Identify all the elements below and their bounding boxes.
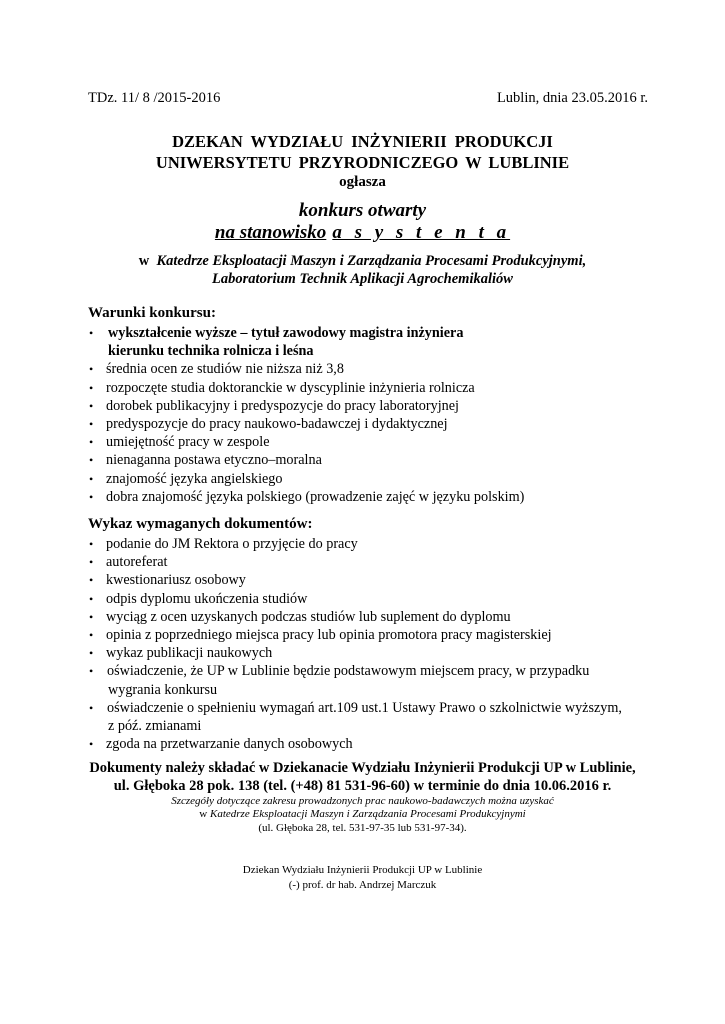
list-item: • podanie do JM Rektora o przyjęcie do pracy bbox=[88, 535, 668, 553]
unit-prefix: w bbox=[138, 253, 150, 269]
list-item: • umiejętność pracy w zespole bbox=[88, 433, 668, 451]
requirements-line1: • oświadczenie o spełnieniu wymagań art.109 ust.1 Ustawy Prawo o szkolnictwie wyższym, bbox=[107, 699, 622, 716]
list-item: • odpis dyplomu ukończenia studiów bbox=[88, 590, 668, 608]
details-address: (ul. Głęboka 28, tel. 531-97-35 lub 531-97-34). bbox=[258, 822, 467, 834]
list-item: • dobra znajomość języka polskiego (prowadzenie zajęć w języku polskim) bbox=[88, 488, 668, 506]
title-line-1: DZEKAN WYDZIAŁU INŻYNIERII PRODUKCJI bbox=[172, 132, 553, 151]
requirements-line2: z póź. zmianami bbox=[108, 718, 202, 735]
signature-name: (-) prof. dr hab. Andrzej Marczuk bbox=[288, 879, 437, 891]
details-line-2 bbox=[0, 808, 725, 820]
list-item: • wykaz publikacji naukowych bbox=[88, 644, 668, 662]
announces-text: ogłasza bbox=[339, 174, 386, 190]
unit-department bbox=[0, 253, 725, 270]
signature-role: Dziekan Wydziału Inżynierii Produkcji UP w Lublinie bbox=[242, 864, 483, 876]
place-date: Lublin, dnia 23.05.2016 r. bbox=[496, 90, 648, 106]
list-item: • predyspozycje do pracy naukowo-badawczej i dydaktycznej bbox=[88, 415, 668, 433]
list-item: • zgoda na przetwarzanie danych osobowych bbox=[88, 735, 668, 753]
list-item bbox=[88, 699, 668, 735]
list-item: • wyciąg z ocen uzyskanych podczas studiów lub suplement do dyplomu bbox=[88, 608, 668, 626]
position-prefix: na stanowisko bbox=[214, 222, 327, 243]
position-title bbox=[0, 222, 725, 244]
conditions-list bbox=[88, 324, 668, 506]
list-item bbox=[88, 662, 668, 698]
reference-number: TDz. 11/ 8 /2015-2016 bbox=[88, 90, 221, 106]
list-item: • opinia z poprzedniego miejsca pracy lub opinia promotora pracy magisterskiej bbox=[88, 626, 668, 644]
submission-line-2: ul. Głęboka 28 pok. 138 (tel. (+48) 81 531-96-60) w terminie do dnia 10.06.2016 r. bbox=[113, 778, 612, 794]
conditions-heading: Warunki konkursu: bbox=[88, 305, 216, 321]
list-item: • kwestionariusz osobowy bbox=[88, 571, 668, 589]
details-prefix: w bbox=[199, 808, 208, 820]
title-line-2: UNIWERSYTETU PRZYRODNICZEGO W LUBLINIE bbox=[155, 153, 570, 172]
statement-line2: wygrania konkursu bbox=[108, 681, 218, 698]
position-name: a s y s t e n t a bbox=[332, 222, 511, 243]
unit-laboratory: Laboratorium Technik Aplikacji Agrochemikaliów bbox=[212, 271, 513, 287]
condition-education-line1: • wykształcenie wyższe – tytuł zawodowy magistra inżyniera bbox=[108, 325, 464, 341]
documents-heading: Wykaz wymaganych dokumentów: bbox=[88, 516, 313, 532]
list-item: • dorobek publikacyjny i predyspozycje do pracy laboratoryjnej bbox=[88, 397, 668, 415]
details-department: Katedrze Eksploatacji Maszyn i Zarządzania Procesami Produkcyjnymi bbox=[210, 808, 526, 820]
details-line-1: Szczegóły dotyczące zakresu prowadzonych prac naukowo-badawczych można uzyskać bbox=[171, 795, 554, 807]
submission-line-1: Dokumenty należy składać w Dziekanacie Wydziału Inżynierii Produkcji UP w Lublinie, bbox=[89, 760, 636, 776]
statement-line1: • oświadczenie, że UP w Lublinie będzie podstawowym miejscem pracy, w przypadku bbox=[107, 663, 590, 680]
list-item: • nienaganna postawa etyczno–moralna bbox=[88, 451, 668, 469]
list-item: • znajomość języka angielskiego bbox=[88, 470, 668, 488]
department-name: Katedrze Eksploatacji Maszyn i Zarządzania Procesami Produkcyjnymi, bbox=[156, 253, 587, 269]
competition-title: konkurs otwarty bbox=[298, 200, 427, 221]
condition-education-line2: kierunku technika rolnicza i leśna bbox=[108, 343, 314, 360]
list-item: • autoreferat bbox=[88, 553, 668, 571]
list-item: • rozpoczęte studia doktoranckie w dyscyplinie inżynieria rolnicza bbox=[88, 379, 668, 397]
documents-list bbox=[88, 535, 668, 753]
list-item: • średnia ocen ze studiów nie niższa niż 3,8 bbox=[88, 360, 668, 378]
list-item bbox=[88, 324, 668, 360]
